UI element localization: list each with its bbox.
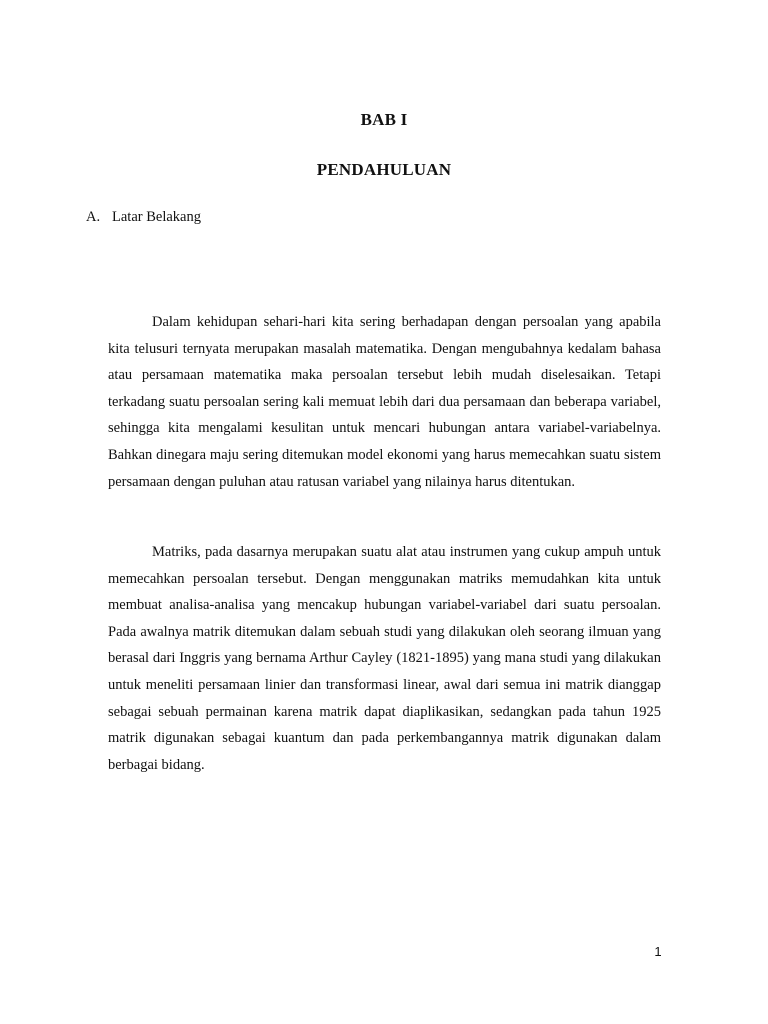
body-paragraph-1: Dalam kehidupan sehari-hari kita sering berhadapan dengan persoalan yang apabila kita telusuri ternyata merupakan masalah matematika. Dengan mengubahnya kedalam bahasa atau persamaan matematika maka persoalan tersebut lebih mudah diselesaikan. Tetapi terkadang suatu persoalan sering kali memuat lebih dari dua persamaan dan beberapa variabel, sehingga kita mengalami kesulitan untuk mencari hubungan antara variabel-variabelnya. Bahkan dinegara maju sering ditemukan model ekonomi yang harus memecahkan suatu sistem persamaan dengan puluhan atau ratusan variabel yang nilainya harus ditentukan.: [108, 314, 661, 490]
chapter-title: PENDAHULUAN: [316, 160, 452, 179]
page-number: 1: [654, 944, 662, 959]
chapter-number: BAB I: [360, 110, 408, 129]
body-paragraph-2: Matriks, pada dasarnya merupakan suatu alat atau instrumen yang cukup ampuh untuk memecahkan persoalan tersebut. Dengan menggunakan matriks memudahkan kita untuk membuat analisa-analisa yang mencakup hubungan variabel-variabel dari suatu persoalan. Pada awalnya matrik ditemukan dalam sebuah studi yang dilakukan oleh seorang ilmuan yang berasal dari Inggris yang bernama Arthur Cayley (1821-1895) yang mana studi yang dilakukan untuk meneliti persamaan linier dan transformasi linear, awal dari semua ini matrik dianggap sebagai sebuah permainan karena matrik dapat diaplikasikan, sedangkan pada tahun 1925 matrik digunakan sebagai kuantum dan pada perkembangannya matrik digunakan dalam berbagai bidang.: [108, 544, 661, 773]
section-heading: [86, 209, 201, 226]
section-marker: A.: [86, 209, 101, 225]
section-title: Latar Belakang: [112, 209, 201, 225]
